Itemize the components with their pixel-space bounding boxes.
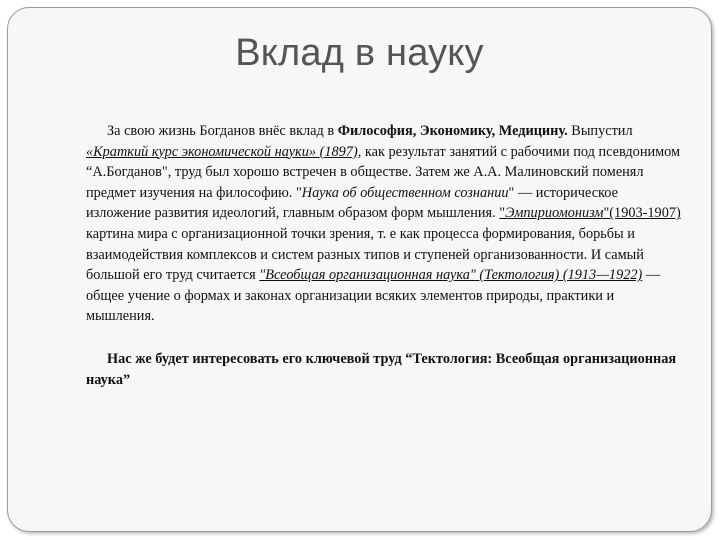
slide-title: Вклад в науку [235, 32, 484, 74]
fields-bold: Философия, Экономику, Медицину. [337, 123, 568, 139]
italic-title-science: Наука об общественном сознании [301, 184, 509, 201]
link-empiriomonism[interactable]: "Эмпириомонизм"(1903-1907) [499, 205, 681, 222]
slide-frame [7, 7, 712, 532]
slide-body [86, 121, 686, 390]
text-segment: — общее учение о формах и законах организации всяких элементов природы, практики и мышления. [86, 267, 661, 325]
text-segment: За свою жизнь Богданов внёс вклад в [107, 123, 338, 139]
text-segment: как результат занятий с рабочими под псевдонимом “А.Богданов", труд был хорошо встречен в обществе. Затем же А.А. Малиновский поменял предмет изучения на философию. " [86, 143, 681, 201]
link-tectology[interactable]: "Всеобщая организационная наука" (Тектология) (1913—1922) [259, 267, 643, 284]
text-segment: " — историческое изложение развития идеологий, главным образом форм мышления. [86, 184, 618, 222]
link-short-course[interactable]: «Краткий курс экономической науки» (1897), [86, 143, 362, 160]
paragraph-intro [86, 121, 686, 327]
paragraph-key-work: Нас же будет интересовать его ключевой труд “Тектология: Всеобщая организационная наука” [86, 350, 677, 388]
text-segment: картина мира с организационной точки зрения, т. е как процесса формирования, борьбы и взаимодействия комплексов и систем разных типов и ступеней организованности. И самый большой его труд считается [86, 225, 644, 284]
text-segment: Выпустил [567, 123, 633, 139]
